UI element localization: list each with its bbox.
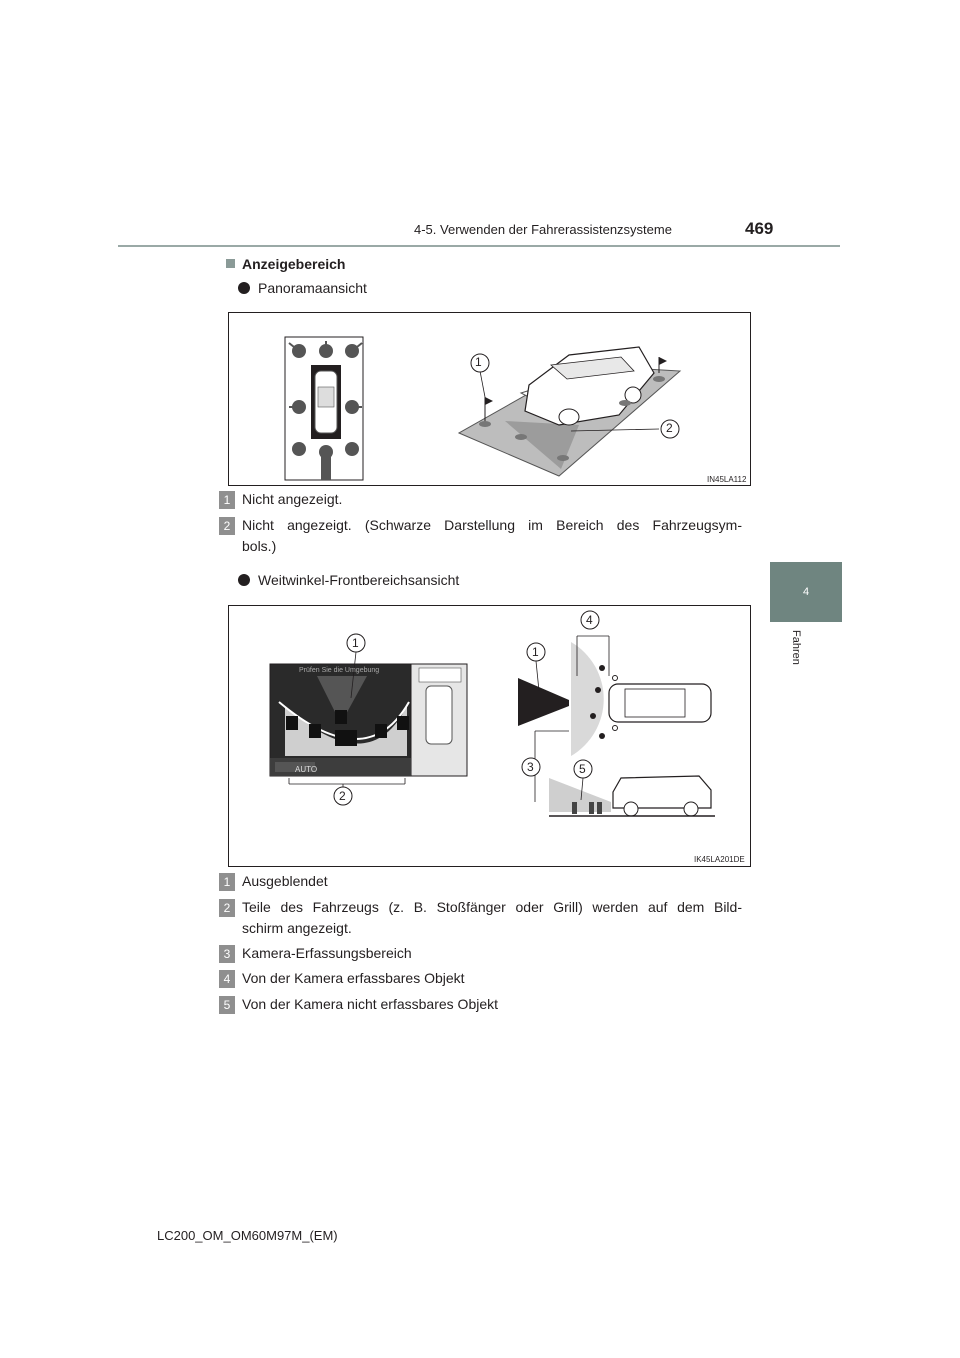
panorama-illustration xyxy=(229,313,750,485)
screen-auto-label: AUTO xyxy=(295,765,318,774)
item-number: 1 xyxy=(219,491,235,509)
item-text: Kamera-Erfassungsbereich xyxy=(242,945,412,961)
running-header: 4-5. Verwenden der Fahrerassistenzsysteme xyxy=(414,222,672,237)
detection-diagram xyxy=(518,636,715,816)
item-text: Ausgeblendet xyxy=(242,873,328,889)
panorama-perspective-view xyxy=(459,347,680,476)
item-text-continued: schirm angezeigt. xyxy=(242,920,352,936)
page-number: 469 xyxy=(745,219,774,238)
chapter-tab xyxy=(770,562,842,622)
callout-2: 2 xyxy=(339,789,346,803)
item-text-continued: bols.) xyxy=(242,538,277,554)
callout-2: 2 xyxy=(666,421,673,435)
figure-code: IN45LA112 xyxy=(707,475,747,484)
square-bullet-icon xyxy=(226,259,235,268)
wide-view-figure xyxy=(228,605,751,867)
subsection-title: Panoramaansicht xyxy=(258,280,367,296)
figure-code: IK45LA201DE xyxy=(694,855,745,864)
callout-4: 4 xyxy=(586,613,593,627)
item-text: Nicht angezeigt. xyxy=(242,491,343,507)
item-text: Nicht angezeigt. (Schwarze Darstellung im Bereich des Fahrzeugsym- xyxy=(242,517,742,533)
circle-bullet-icon xyxy=(238,282,250,294)
header-rule xyxy=(118,245,840,247)
screen-caption: Prüfen Sie die Umgebung xyxy=(299,667,380,674)
item-number: 2 xyxy=(219,899,235,917)
chapter-label: Fahren xyxy=(790,630,802,665)
callout-1: 1 xyxy=(352,636,359,650)
callout-3: 3 xyxy=(527,760,534,774)
item-text: Von der Kamera nicht erfassbares Objekt xyxy=(242,996,499,1012)
panorama-figure xyxy=(228,312,751,486)
camera-screen xyxy=(270,664,467,776)
chapter-number: 4 xyxy=(802,586,810,598)
item-number: 4 xyxy=(219,970,235,988)
callout-1: 1 xyxy=(532,645,539,659)
subsection-title: Weitwinkel-Frontbereichsansicht xyxy=(258,572,460,588)
panorama-top-view xyxy=(285,337,363,480)
section-heading xyxy=(226,256,345,272)
item-number: 5 xyxy=(219,996,235,1014)
subsection-panorama xyxy=(238,280,367,296)
item-number: 3 xyxy=(219,945,235,963)
item-number: 1 xyxy=(219,873,235,891)
section-heading-text: Anzeigebereich xyxy=(242,256,346,272)
item-text: Von der Kamera erfassbares Objekt xyxy=(242,970,465,986)
circle-bullet-icon xyxy=(238,574,250,586)
wide-view-illustration xyxy=(229,606,750,866)
subsection-wide xyxy=(238,572,459,588)
item-text: Teile des Fahrzeugs (z. B. Stoßfänger oder Grill) werden auf dem Bild- xyxy=(242,899,742,915)
callout-5: 5 xyxy=(579,762,586,776)
item-number: 2 xyxy=(219,517,235,535)
callout-1: 1 xyxy=(475,355,482,369)
footer-doc-code: LC200_OM_OM60M97M_(EM) xyxy=(157,1228,338,1243)
